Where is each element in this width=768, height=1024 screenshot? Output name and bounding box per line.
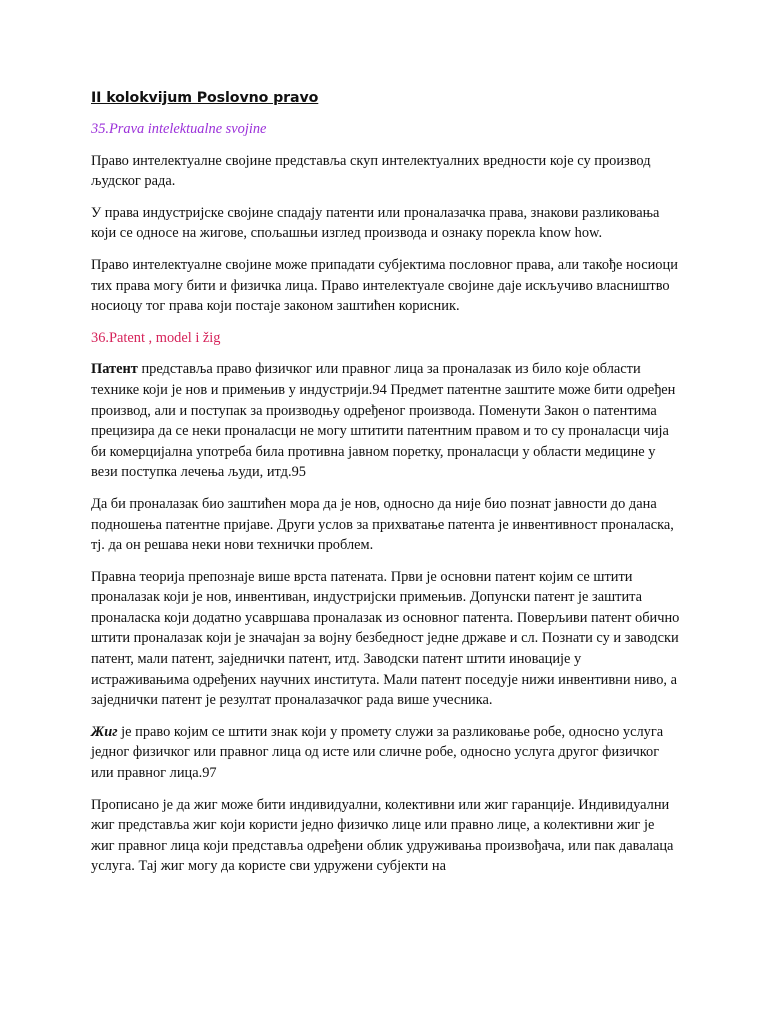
paragraph-text: је право којим се штити знак који у промету служи за разликовање робе, односно услуга једног физичког или правног лица од исте или сличне робе, односно услуга другог физичког или правног лица.97 xyxy=(91,723,664,782)
document-title: II kolokvijum Poslovno pravo xyxy=(91,90,319,106)
section-heading-35: 35.Prava intelektualne svojine xyxy=(91,121,267,137)
term-zig: Жиг xyxy=(91,723,118,740)
paragraph: Право интелектуалне својине представља скуп интелектуалних вредности које су производ људског рада. xyxy=(91,152,651,190)
paragraph-zig xyxy=(91,722,681,784)
paragraph: Да би проналазак био заштићен мора да је нов, односно да није био познат јавности до дана подношења патентне пријаве. Други услов за прихватање патента је инвентивност проналаска, тј. да он решава неки нови технички проблем. xyxy=(91,495,674,554)
term-patent: Патент xyxy=(91,361,138,378)
section-heading-36: 36.Patent , model i žig xyxy=(91,329,221,346)
paragraph: Прописано је да жиг може бити индивидуални, колективни или жиг гаранције. Индивидуални жиг представља жиг који користи једно физичко лице или правно лице, а колективни жиг је жиг правног лица који представља одређени облик удруживања произвођача, или пак давалаца услуга. Тај жиг могу да користе сви удружени субјекти на xyxy=(91,796,674,875)
paragraph: У права индустријске својине спадају патенти или проналазачка права, знакови разликовања који се односе на жигове, спољашњи изглед производа и ознаку порекла know how. xyxy=(91,204,660,242)
paragraph: Право интелектуалне својине може припадати субјектима пословног права, али такође носиоци тих права могу бити и физичка лица. Право интелектуале својине даје искључиво власништво носиоцу тог права који постаје законом заштићен корисник. xyxy=(91,256,678,315)
paragraph-text: представља право физичког или правног лица за проналазак из било које области технике који је нов и примењив у индустрији.94 Предмет патентне заштите може бити одређен производ, али и поступак за производњу одређеног производа. Поменути Закон о патентима прецизира да се неки проналасци не могу штитити патентним правом и то су проналасци чија би комерцијална употреба била противна јавном поретку, проналасци у области медицине у вези поступка лечења људи, итд.95 xyxy=(91,361,676,481)
paragraph-patent xyxy=(91,359,681,483)
paragraph: Правна теорија препознаје више врста патената. Први је основни патент којим се штити проналазак који је нов, инвентиван, индустријски примењив. Допунски патент је заштита проналаска који додатно усавршава проналазак из основног патента. Поверљиви патент обично штити проналазак који је значајан за војну безбедност једне државе и сл. Познати су и заводски патент, мали патент, заједнички патент, итд. Заводски патент штити иновације у истраживањима одређених научних института. Мали патент поседује нижи инвентивни ниво, а заједнички патент је резултат проналазачког рада више учесника. xyxy=(91,568,680,709)
document-page xyxy=(91,88,681,888)
